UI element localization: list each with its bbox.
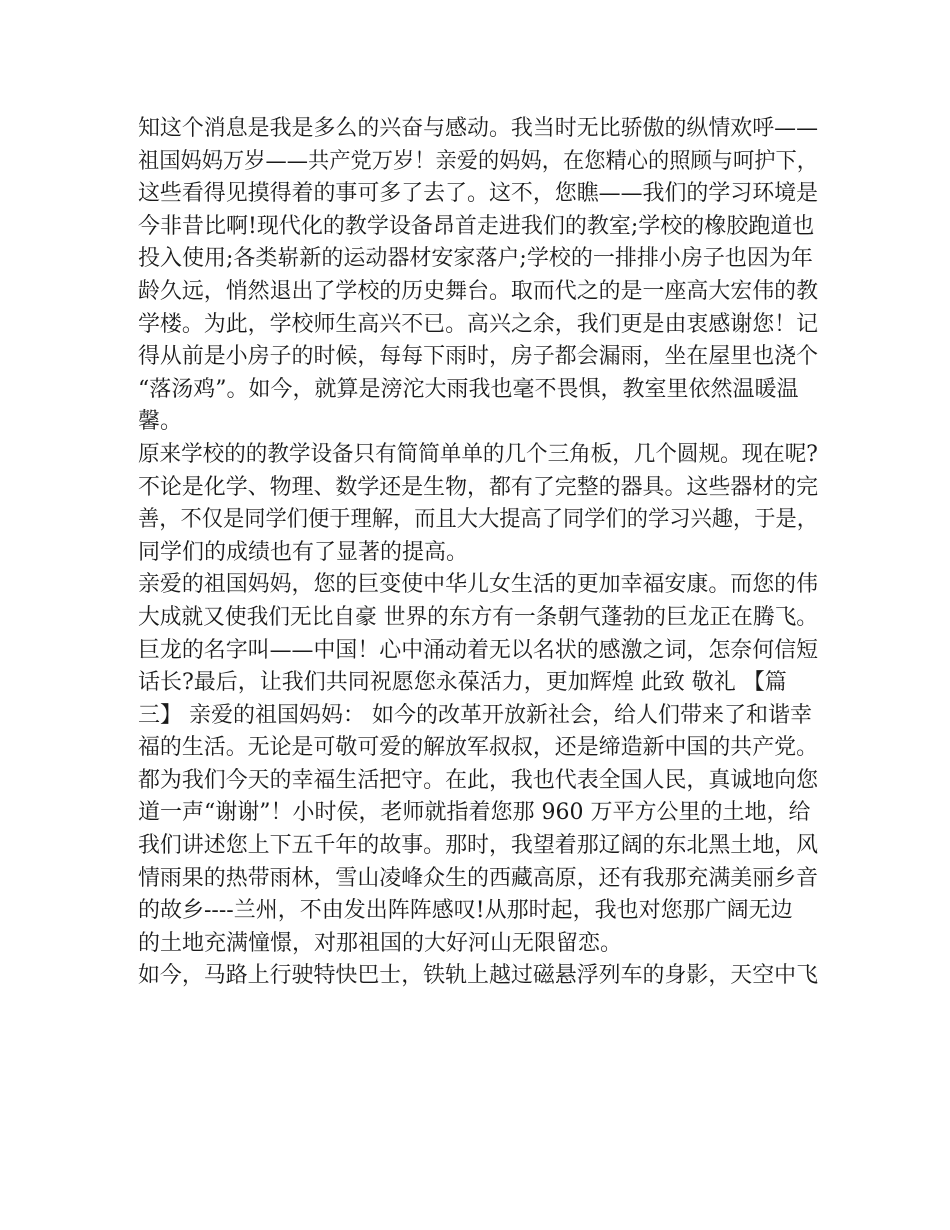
- text-line: 我们讲述您上下五千年的故事。那时，我望着那辽阔的东北黑土地，风: [138, 833, 819, 859]
- text-line: 同学们的成绩也有了显著的提高。: [138, 539, 469, 565]
- text-line: 亲爱的祖国妈妈，您的巨变使中华儿女生活的更加幸福安康。而您的伟: [138, 572, 819, 598]
- text-line: 巨龙的名字叫——中国！心中涌动着无以名状的感激之词，怎奈何信短: [138, 637, 819, 663]
- text-line: 投入使用;各类崭新的运动器材安家落户;学校的一排排小房子也因为年: [138, 246, 813, 272]
- text-line: 今非昔比啊!现代化的教学设备昂首走进我们的教室;学校的橡胶跑道也: [138, 213, 815, 239]
- text-line: 善，不仅是同学们便于理解，而且大大提高了同学们的学习兴趣，于是，: [138, 507, 819, 533]
- text-line: 知这个消息是我是多么的兴奋与感动。我当时无比骄傲的纵情欢呼——: [138, 116, 819, 141]
- text-line: 三】 亲爱的祖国妈妈： 如今的改革开放新社会，给人们带来了和谐幸: [138, 702, 812, 728]
- text-line: 福的生活。无论是可敬可爱的解放军叔叔，还是缔造新中国的共产党。: [138, 735, 819, 761]
- text-line: 情雨果的热带雨林，雪山凌峰众生的西藏高原，还有我那充满美丽乡音: [138, 865, 819, 891]
- text-line: 不论是化学、物理、数学还是生物，都有了完整的器具。这些器材的完: [138, 474, 819, 500]
- text-line: 道一声“谢谢”！小时侯，老师就指着您那 960 万平方公里的土地，给: [138, 800, 811, 826]
- text-line: 祖国妈妈万岁——共产党万岁！亲爱的妈妈，在您精心的照顾与呵护下，: [138, 148, 819, 174]
- text-line: 都为我们今天的幸福生活把守。在此，我也代表全国人民，真诚地向您: [138, 767, 819, 793]
- text-line: 如今，马路上行驶特快巴士，铁轨上越过磁悬浮列车的身影，天空中飞: [138, 963, 819, 989]
- text-line: “落汤鸡”。如今，就算是滂沱大雨我也毫不畏惧，教室里依然温暖温: [138, 376, 799, 402]
- text-line: 馨。: [138, 409, 183, 435]
- text-line: 的故乡----兰州，不由发出阵阵感叹!从那时起，我也对您那广阔无边: [138, 898, 793, 924]
- text-line: 原来学校的的教学设备只有简简单单的几个三角板，几个圆规。现在呢?: [138, 441, 818, 467]
- text-line: 这些看得见摸得着的事可多了去了。这不，您瞧——我们的学习环境是: [138, 181, 819, 207]
- text-line: 龄久远，悄然退出了学校的历史舞台。取而代之的是一座高大宏伟的教: [138, 278, 819, 304]
- text-line: 话长?最后，让我们共同祝愿您永葆活力，更加辉煌 此致 敬礼 【篇: [138, 670, 787, 696]
- text-line: 大成就又使我们无比自豪 世界的东方有一条朝气蓬勃的巨龙正在腾飞。: [138, 604, 818, 630]
- text-line: 学楼。为此，学校师生高兴不已。高兴之余，我们更是由衷感谢您！记: [138, 311, 819, 337]
- text-line: 得从前是小房子的时候，每每下雨时，房子都会漏雨，坐在屋里也浇个: [138, 344, 819, 370]
- text-line: 的土地充满憧憬，对那祖国的大好河山无限留恋。: [138, 930, 623, 956]
- document-body: [138, 113, 818, 993]
